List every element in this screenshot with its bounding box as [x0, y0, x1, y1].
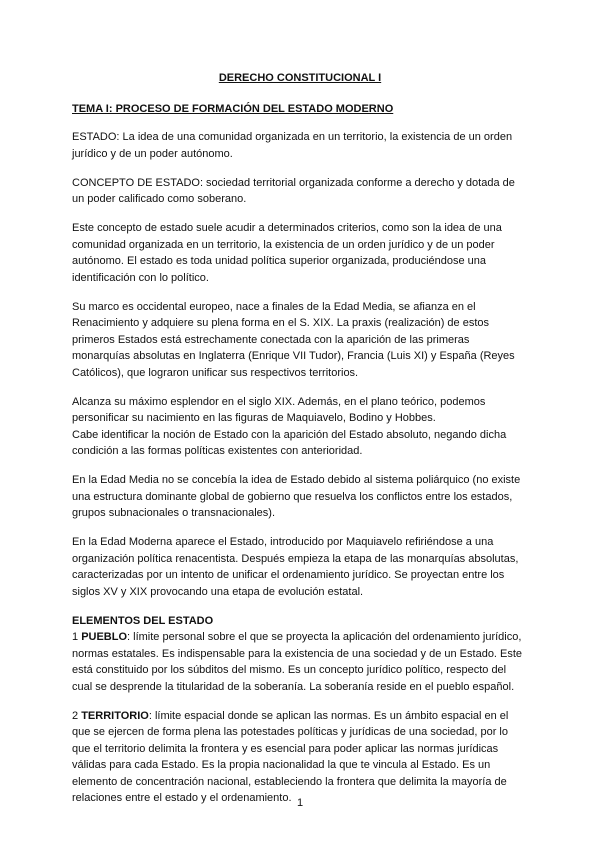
element-pueblo-title: PUEBLO: [81, 631, 128, 643]
paragraph-estado-absoluto: Cabe identificar la noción de Estado con la aparición del Estado absoluto, negando dicha condición a las formas políticas existentes con anterioridad.: [72, 428, 507, 457]
paragraph-esplendor: Alcanza su máximo esplendor en el siglo XIX. Además, en el plano teórico, podemos personificar su nacimiento en las figuras de Maquiavelo, Bodino y Hobbes.: [72, 395, 486, 424]
page-number: 1: [296, 797, 304, 809]
element-pueblo-text: : límite personal sobre el que se proyecta la aplicación del ordenamiento jurídico, normas estatales. Es indispensable para la existencia de una sociedad y de un Estado. Este está constituido por los súbditos del mismo. Es un concepto jurídico político, respecto del cual se desprende la titularidad de la soberanía. La soberanía reside en el pueblo español.: [72, 631, 523, 693]
element-territorio-text: : límite espacial donde se aplican las normas. Es un ámbito espacial en el que se ejercen de forma plena las potestades políticas y jurídicas de una sociedad, por lo que el territorio delimita la frontera y es esencial para poder aplicar las normas jurídicas válidas para cada Estado. Es la propia nacionalidad la que te vincula al Estado. Es un elemento de concentración nacional, estableciendo la frontera que delimita la mayoría de relaciones entre el estado y el ordenamiento.: [72, 709, 509, 804]
paragraph-estado: ESTADO: La idea de una comunidad organizada en un territorio, la existencia de un orden jurídico y de un poder autónomo.: [72, 131, 513, 160]
document-title: DERECHO CONSTITUCIONAL I: [218, 72, 382, 84]
element-territorio: [72, 708, 528, 807]
paragraph-edad-moderna: En la Edad Moderna aparece el Estado, introducido por Maquiavelo refiriéndose a una organización política renacentista. Después empieza la etapa de las monarquías absolutas, caracterizadas por un intento de unificar el ordenamiento jurídico. Se proyectan entre los siglos XV y XIX provocando una etapa de evolución estatal.: [72, 536, 519, 598]
paragraph-marco: Su marco es occidental europeo, nace a finales de la Edad Media, se afianza en el Renacimiento y adquiere su plena forma en el S. XIX. La praxis (realización) de estos primeros Estados está estrechamente conectada con la aparición de las primeras monarquías absolutas en Inglaterra (Enrique VII Tudor), Francia (Luis XI) y España (Reyes Católicos), que lograron unificar sus respectivos territorios.: [72, 300, 515, 379]
paragraph-edad-media: En la Edad Media no se concebía la idea de Estado debido al sistema poliárquico (no existe una estructura dominante global de gobierno que resuelva los conflictos entre los estados, grupos subnacionales o transnacionales).: [72, 474, 521, 519]
element-pueblo-number: 1: [72, 631, 79, 643]
elements-heading: ELEMENTOS DEL ESTADO: [72, 614, 214, 627]
document-subtitle: TEMA I: PROCESO DE FORMACIÓN DEL ESTADO MODERNO: [72, 102, 394, 115]
paragraph-concepto: CONCEPTO DE ESTADO: sociedad territorial organizada conforme a derecho y dotada de un poder calificado como soberano.: [72, 176, 515, 205]
element-pueblo: [72, 629, 528, 695]
paragraph-criterios: Este concepto de estado suele acudir a determinados criterios, como son la idea de una comunidad organizada en un territorio, la existencia de un orden jurídico y de un poder autónomo. El estado es toda unidad política superior organizada, produciéndose una identificación con lo político.: [72, 222, 502, 284]
element-territorio-number: 2: [72, 709, 79, 722]
element-territorio-title: TERRITORIO: [81, 709, 149, 722]
document-body: [72, 70, 528, 819]
